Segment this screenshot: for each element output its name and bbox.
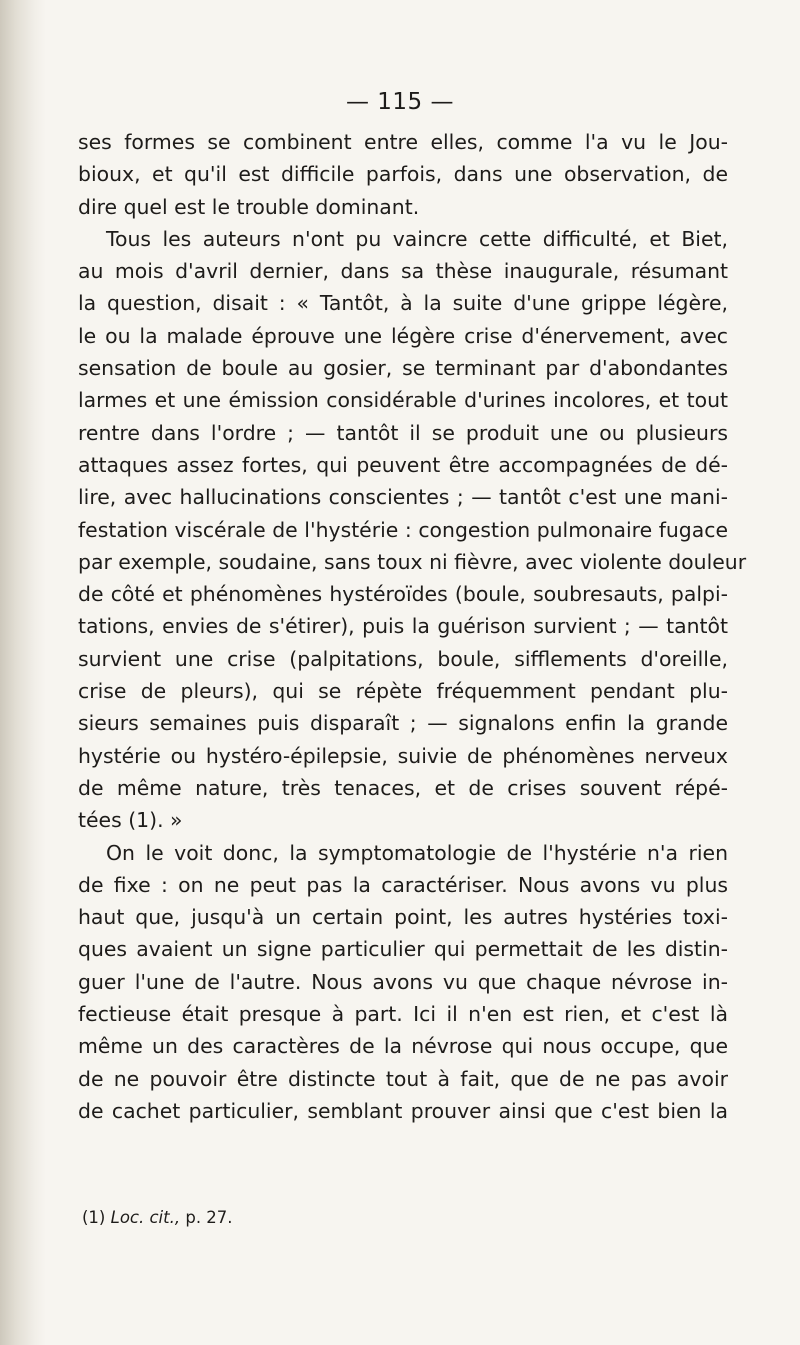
footnote — [82, 1208, 233, 1227]
text-line: au mois d'avril dernier, dans sa thèse inaugurale, résumant — [78, 259, 728, 284]
text-line: crise de pleurs), qui se répète fréquemment pendant plu- — [78, 679, 728, 704]
text-line: hystérie ou hystéro-épilepsie, suivie de phénomènes nerveux — [78, 743, 728, 768]
text-line: sieurs semaines puis disparaît ; — signalons enfin la grande — [78, 711, 728, 736]
text-line: tées (1). » — [78, 808, 183, 833]
text-line: de même nature, très tenaces, et de crises souvent répé- — [78, 775, 728, 800]
page-number: — 115 — — [345, 89, 455, 115]
text-line: lire, avec hallucinations conscientes ; — tantôt c'est une mani- — [78, 485, 728, 510]
text-line: On le voit donc, la symptomatologie de l'hystérie n'a rien — [106, 840, 728, 865]
text-line: bioux, et qu'il est difficile parfois, dans une observation, de — [78, 162, 728, 187]
body-text — [78, 126, 747, 1127]
text-line: le ou la malade éprouve une légère crise d'énervement, avec — [78, 323, 728, 348]
footnote-mark: (1) — [82, 1208, 106, 1227]
text-line: dire quel est le trouble dominant. — [78, 194, 420, 219]
text-line: sensation de boule au gosier, se terminant par d'abondantes — [78, 356, 728, 381]
text-line: attaques assez fortes, qui peuvent être accompagnées de dé- — [78, 452, 728, 477]
footnote-citation: Loc. cit., — [110, 1208, 181, 1227]
page-edge-shadow — [0, 0, 46, 1345]
text-line: festation viscérale de l'hystérie : congestion pulmonaire fugace — [78, 517, 728, 542]
text-line: survient une crise (palpitations, boule, sifflements d'oreille, — [78, 646, 728, 671]
footnote-page-ref: p. 27. — [185, 1208, 233, 1227]
text-line: de côté et phénomènes hystéroïdes (boule, soubresauts, palpi- — [78, 582, 728, 607]
text-line: même un des caractères de la névrose qui nous occupe, que — [78, 1034, 728, 1059]
text-line: la question, disait : « Tantôt, à la suite d'une grippe légère, — [78, 291, 728, 316]
text-line: larmes et une émission considérable d'urines incolores, et tout — [78, 388, 728, 413]
text-line: ses formes se combinent entre elles, comme l'a vu le Jou- — [78, 130, 728, 154]
text-line: par exemple, soudaine, sans toux ni fièvre, avec violente douleur — [78, 549, 747, 574]
text-line: de cachet particulier, semblant prouver ainsi que c'est bien la — [78, 1098, 728, 1123]
text-line: fectieuse était presque à part. Ici il n'en est rien, et c'est là — [78, 1002, 728, 1027]
text-line: rentre dans l'ordre ; — tantôt il se produit une ou plusieurs — [78, 420, 728, 445]
text-line: Tous les auteurs n'ont pu vaincre cette difficulté, et Biet, — [106, 226, 728, 251]
text-line: haut que, jusqu'à un certain point, les autres hystéries toxi- — [78, 905, 728, 930]
text-line: tations, envies de s'étirer), puis la guérison survient ; — tantôt — [78, 614, 728, 639]
text-line: guer l'une de l'autre. Nous avons vu que chaque névrose in- — [78, 969, 728, 994]
text-line: de fixe : on ne peut pas la caractériser. Nous avons vu plus — [78, 872, 728, 897]
text-line: ques avaient un signe particulier qui permettait de les distin- — [78, 937, 728, 962]
text-line: de ne pouvoir être distincte tout à fait, que de ne pas avoir — [78, 1066, 728, 1091]
